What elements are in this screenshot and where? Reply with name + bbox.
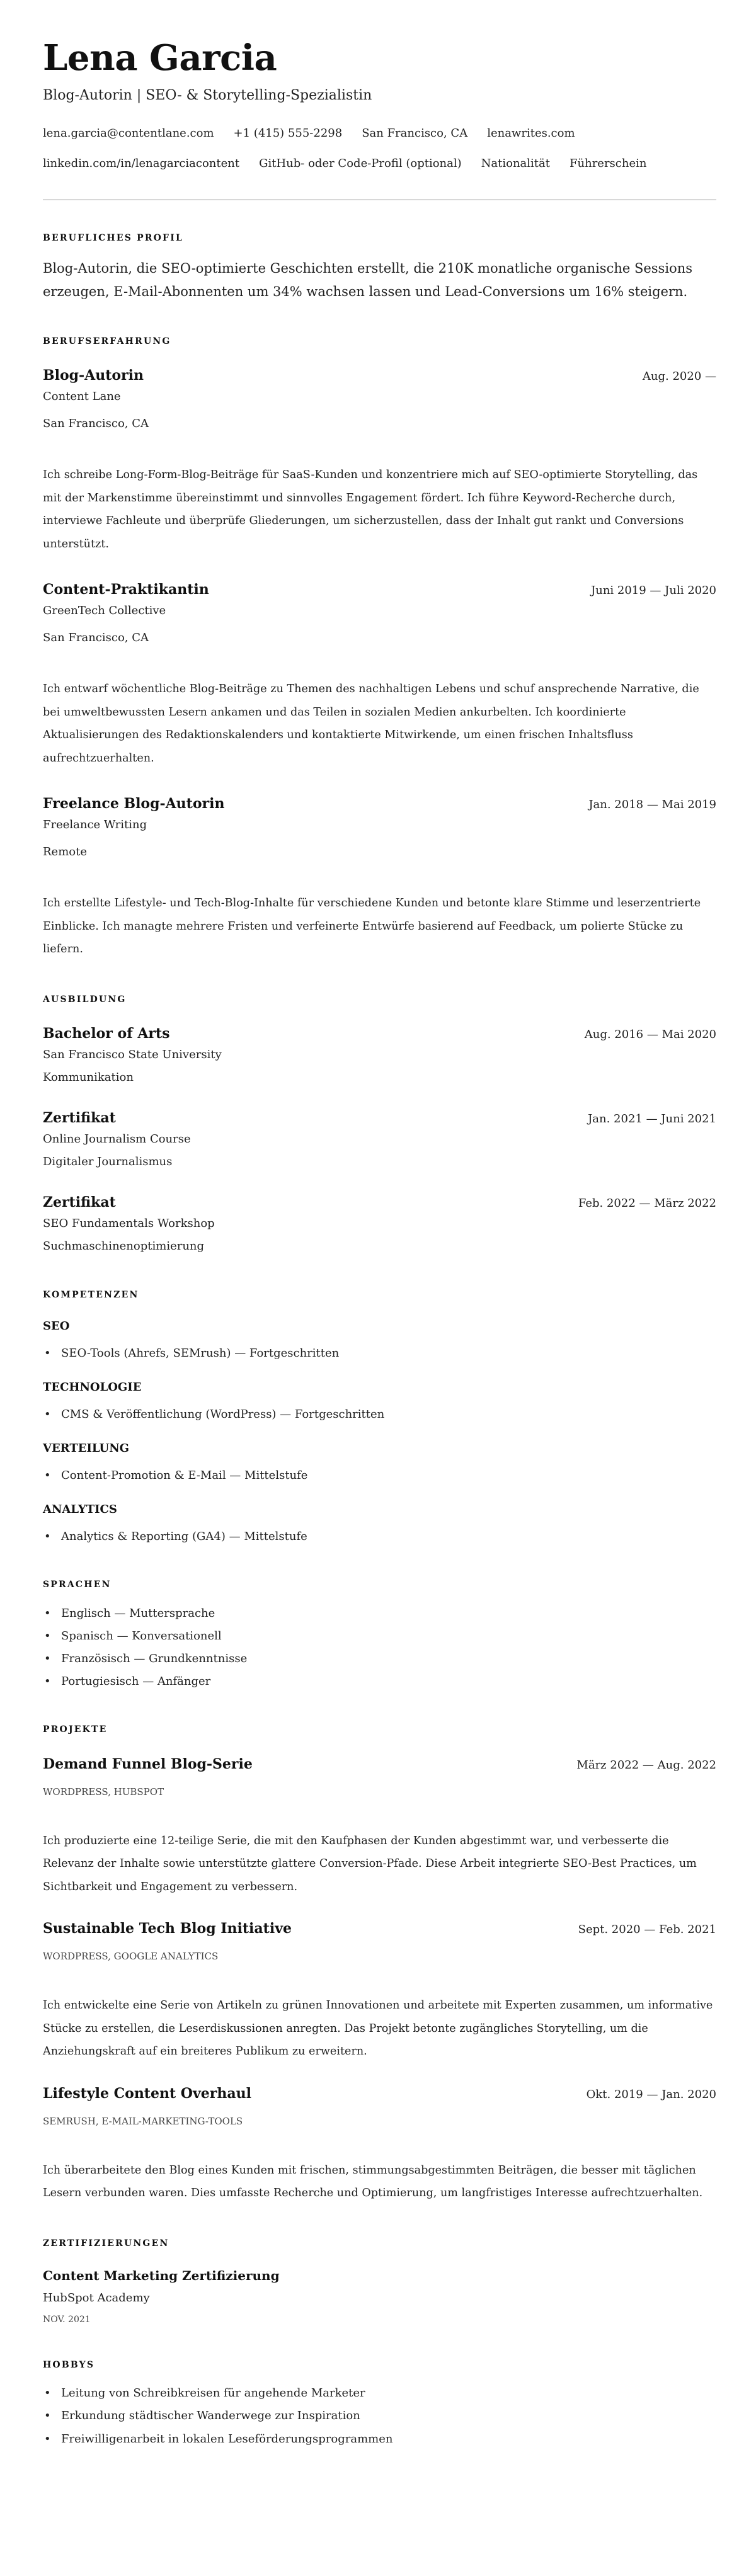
project-entry (43, 1919, 716, 2063)
degree: Zertifikat (43, 1109, 116, 1126)
education-dates: Feb. 2022 — März 2022 (578, 1196, 716, 1210)
skill-item: • Analytics & Reporting (GA4) — Mittelstufe (43, 1528, 716, 1546)
hobbies-section (43, 2359, 716, 2451)
entry-header (43, 366, 716, 386)
language-item: • Spanisch — Konversationell (43, 1625, 716, 1648)
company-name: GreenTech Collective (43, 604, 166, 617)
entry-header (43, 1193, 716, 1213)
education-entry (43, 1024, 716, 1087)
skill-item: • SEO-Tools (Ahrefs, SEMrush) — Fortgeschritten (43, 1345, 716, 1362)
project-dates: Sept. 2020 — Feb. 2021 (578, 1923, 716, 1936)
job-dates: Jan. 2018 — Mai 2019 (588, 798, 716, 811)
skill-item: • CMS & Veröffentlichung (WordPress) — Fortgeschritten (43, 1406, 716, 1423)
education-entry (43, 1193, 716, 1256)
job-description: Ich erstellte Lifestyle- und Tech-Blog-Inhalte für verschiedene Kunden und betonte klare Stimme und leserzentrierte Einblicke. Ich managte mehrere Fristen und verfeinerte Entwürfe basierend auf Feedback, um polierte Stücke zu liefern. (43, 897, 701, 955)
project-dates: Okt. 2019 — Jan. 2020 (586, 2087, 716, 2101)
project-description: Ich überarbeitete den Blog eines Kunden mit frischen, stimmungsabgestimmten Beiträgen, die besser mit täglichen Lesern verbunden waren. Dies umfasste Recherche und Optimierung, um langfristiges Interesse aufrechtzuerhalten. (43, 2163, 703, 2199)
contact-item: Führerschein (570, 157, 647, 170)
degree: Zertifikat (43, 1194, 116, 1211)
job-description: Ich schreibe Long-Form-Blog-Beiträge für SaaS-Kunden und konzentriere mich auf SEO-optimierte Storytelling, das mit der Markenstimme übereinstimmt und sinnvolles Engagement fördert. Ich führe Keyword-Recherche durch, interviewe Fachleute und überprüfe Gliederungen, um sicherzustellen, dass der Inhalt gut rankt und Conversions unterstützt. (43, 469, 698, 550)
section-title-projects: PROJEKTE (43, 1724, 108, 1735)
skill-list (43, 1406, 716, 1423)
skill-item: • Content-Promotion & E-Mail — Mittelstufe (43, 1467, 716, 1485)
profile-summary: Blog-Autorin, die SEO-optimierte Geschichten erstellt, die 210K monatliche organische Sessions erzeugen, E-Mail-Abonnenten um 34% wachsen lassen und Lead-Conversions um 16% steigern. (43, 261, 692, 299)
candidate-name: Lena Garcia (43, 37, 277, 79)
job-location: Remote (43, 845, 87, 858)
degree: Bachelor of Arts (43, 1025, 170, 1042)
company-name: Content Lane (43, 390, 121, 403)
language-item: • Portugiesisch — Anfänger (43, 1670, 716, 1693)
certification-entry (43, 2267, 716, 2327)
job-title: Freelance Blog-Autorin (43, 795, 225, 812)
candidate-headline: Blog-Autorin | SEO- & Storytelling-Spezialistin (43, 88, 372, 103)
project-description: Ich entwickelte eine Serie von Artikeln zu grünen Innovationen und arbeitete mit Experten zusammen, um informative Stücke zu erstellen, die Leserdiskussionen anregten. Das Projekt betonte zugängliches Storytelling, um die Anziehungskraft auf ein breiteres Publikum zu erweitern. (43, 1999, 713, 2058)
contact-item: +1 (415) 555-2298 (233, 127, 343, 140)
experience-entry (43, 366, 716, 556)
job-title: Blog-Autorin (43, 367, 144, 384)
project-tags: SEMRUSH, E-MAIL-MARKETING-TOOLS (43, 2115, 243, 2127)
project-entry (43, 2084, 716, 2205)
section-title-education: AUSBILDUNG (43, 994, 127, 1005)
project-name: Demand Funnel Blog-Serie (43, 1755, 253, 1772)
skills-section (43, 1289, 716, 1546)
field-of-study: Kommunikation (43, 1070, 134, 1084)
contact-item: Nationalität (481, 157, 551, 170)
hobby-item: • Leitung von Schreibkreisen für angehende Marketer (43, 2382, 716, 2405)
hobby-item: • Freiwilligenarbeit in lokalen Leseförderungsprogrammen (43, 2428, 716, 2451)
contact-item: lena.garcia@contentlane.com (43, 127, 214, 140)
projects-section (43, 1723, 716, 2205)
skill-list (43, 1345, 716, 1362)
institution: Online Journalism Course (43, 1132, 191, 1146)
project-dates: März 2022 — Aug. 2022 (576, 1758, 716, 1772)
project-description: Ich produzierte eine 12-teilige Serie, die mit den Kaufphasen der Kunden abgestimmt war, und verbesserte die Relevanz der Inhalte sowie unterstützte glattere Conversion-Pfade. Diese Arbeit integrierte SEO-Best Practices, um Sichtbarkeit und Engagement zu verbessern. (43, 1834, 697, 1893)
entry-header (43, 1919, 716, 1939)
entry-header (43, 1024, 716, 1044)
job-dates: Aug. 2020 — (642, 370, 716, 383)
project-entry (43, 1755, 716, 1899)
section-title-skills: KOMPETENZEN (43, 1289, 139, 1300)
skill-list (43, 1528, 716, 1546)
experience-entry (43, 580, 716, 770)
company-name: Freelance Writing (43, 818, 147, 831)
resume-header (43, 38, 716, 179)
institution: SEO Fundamentals Workshop (43, 1216, 215, 1230)
entry-header (43, 2084, 716, 2104)
education-section (43, 993, 716, 1256)
languages-section (43, 1578, 716, 1693)
job-location: San Francisco, CA (43, 631, 149, 644)
skill-list (43, 1467, 716, 1485)
project-tags: WORDPRESS, HUBSPOT (43, 1786, 164, 1798)
section-title-hobbies: HOBBYS (43, 2359, 95, 2370)
entry-header (43, 580, 716, 600)
section-title-profile: BERUFLICHES PROFIL (43, 233, 183, 243)
field-of-study: Digitaler Journalismus (43, 1154, 173, 1168)
contact-item: lenawrites.com (487, 127, 575, 140)
contact-list (43, 118, 716, 179)
skill-category: TECHNOLOGIE (43, 1380, 142, 1394)
skill-category: VERTEILUNG (43, 1441, 130, 1455)
skill-category: SEO (43, 1319, 70, 1333)
skill-category: ANALYTICS (43, 1502, 117, 1516)
contact-item: linkedin.com/in/lenagarciacontent (43, 157, 240, 170)
institution: San Francisco State University (43, 1047, 222, 1061)
language-item: • Englisch — Muttersprache (43, 1602, 716, 1625)
certification-issuer: HubSpot Academy (43, 2291, 150, 2305)
project-tags: WORDPRESS, GOOGLE ANALYTICS (43, 1951, 219, 1962)
language-item: • Französisch — Grundkenntnisse (43, 1648, 716, 1670)
field-of-study: Suchmaschinenoptimierung (43, 1239, 205, 1253)
project-name: Sustainable Tech Blog Initiative (43, 1920, 292, 1937)
job-location: San Francisco, CA (43, 417, 149, 430)
section-title-certifications: ZERTIFIZIERUNGEN (43, 2238, 169, 2248)
education-dates: Jan. 2021 — Juni 2021 (588, 1112, 716, 1126)
contact-item: GitHub- oder Code-Profil (optional) (259, 157, 462, 170)
certification-name: Content Marketing Zertifizierung (43, 2267, 280, 2283)
certification-date: NOV. 2021 (43, 2314, 91, 2325)
education-entry (43, 1108, 716, 1171)
section-title-languages: SPRACHEN (43, 1579, 112, 1590)
education-dates: Aug. 2016 — Mai 2020 (584, 1027, 716, 1041)
profile-section (43, 232, 716, 304)
certifications-section (43, 2237, 716, 2327)
entry-header (43, 794, 716, 814)
entry-header (43, 1108, 716, 1129)
header-divider (43, 199, 716, 200)
experience-section (43, 335, 716, 961)
job-description: Ich entwarf wöchentliche Blog-Beiträge zu Themen des nachhaltigen Lebens und schuf ansprechende Narrative, die bei umweltbewussten Lesern ankamen und das Teilen in sozialen Medien ankurbelten. Ich koordinierte Aktualisierungen des Redaktionskalenders und kontaktierte Mitwirkende, um einen frischen Inhaltsfluss aufrechtzuerhalten. (43, 683, 699, 765)
hobby-item: • Erkundung städtischer Wanderwege zur Inspiration (43, 2405, 716, 2428)
experience-entry (43, 794, 716, 961)
project-name: Lifestyle Content Overhaul (43, 2085, 251, 2102)
section-title-experience: BERUFSERFAHRUNG (43, 336, 171, 346)
job-dates: Juni 2019 — Juli 2020 (591, 584, 716, 597)
contact-item: San Francisco, CA (362, 127, 468, 140)
job-title: Content-Praktikantin (43, 581, 209, 598)
entry-header (43, 1755, 716, 1775)
